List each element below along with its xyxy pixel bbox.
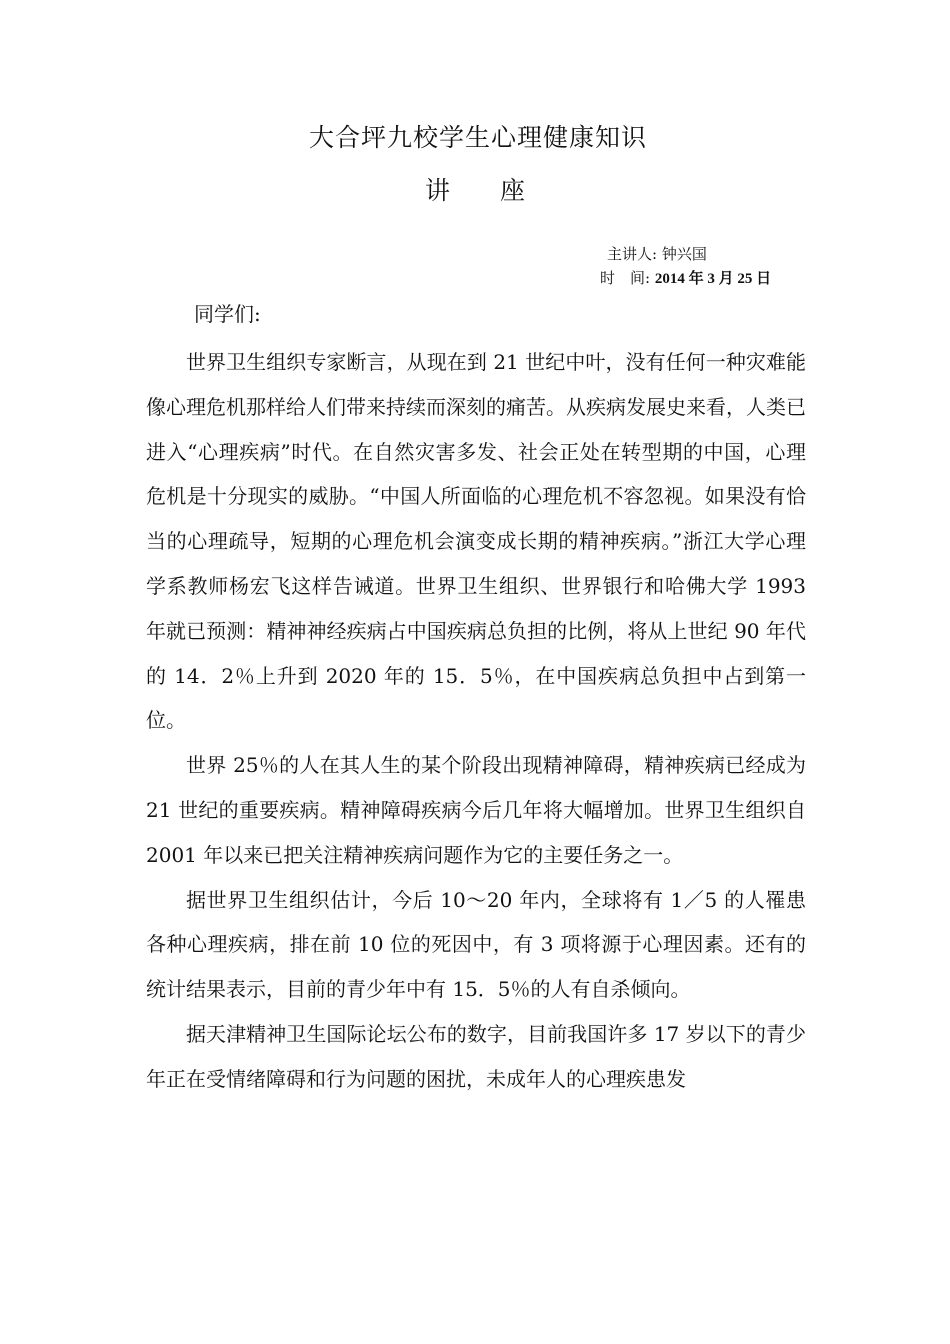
time-line xyxy=(600,268,771,289)
paragraph-1: 世界卫生组织专家断言，从现在到 21 世纪中叶，没有任何一种灾难能像心理危机那样给人们带来持续而深刻的痛苦。从疾病发展史来看，人类已进入“心理疾病”时代。在自然灾害多发、社会正处在转型期的中国，心理危机是十分现实的威胁。“中国人所面临的心理危机不容忽视。如果没有恰当的心理疏导，短期的心理危机会演变成长期的精神疾病。”浙江大学心理学系教师杨宏飞这样告诫道。世界卫生组织、世界银行和哈佛大学 1993 年就已预测：精神神经疾病占中国疾病总负担的比例，将从上世纪 90 年代的 14．2％上升到 2020 年的 15．5％，在中国疾病总负担中占到第一位。 xyxy=(146,350,806,733)
speaker-name: 钟兴国 xyxy=(661,245,707,263)
subtitle-char-1: 讲 xyxy=(424,176,450,205)
document-subtitle xyxy=(0,171,950,207)
subtitle-char-2: 座 xyxy=(500,176,526,205)
salutation: 同学们: xyxy=(194,302,261,326)
paragraph-3: 据世界卫生组织估计，今后 10～20 年内，全球将有 1／5 的人罹患各种心理疾病，排在前 10 位的死因中，有 3 项将源于心理因素。还有的统计结果表示，目前的青少年中有 15．5％的人有自杀倾向。 xyxy=(146,887,806,1002)
paragraph-2: 世界 25％的人在其人生的某个阶段出现精神障碍，精神疾病已经成为 21 世纪的重要疾病。精神障碍疾病今后几年将大幅增加。世界卫生组织自 2001 年以来已把关注精神疾病问题作为它的主要任务之一。 xyxy=(146,753,806,867)
time-label: 时 间: xyxy=(600,269,651,287)
time-value: 2014 年 3 月 25 日 xyxy=(654,271,772,287)
speaker-label: 主讲人: xyxy=(607,245,658,263)
speaker-line xyxy=(607,244,707,264)
document-title: 大合坪九校学生心理健康知识 xyxy=(308,123,647,152)
paragraph-4: 据天津精神卫生国际论坛公布的数字，目前我国许多 17 岁以下的青少年正在受情绪障碍和行为问题的困扰，未成年人的心理疾患发 xyxy=(146,1021,806,1091)
body-text xyxy=(146,340,806,1102)
